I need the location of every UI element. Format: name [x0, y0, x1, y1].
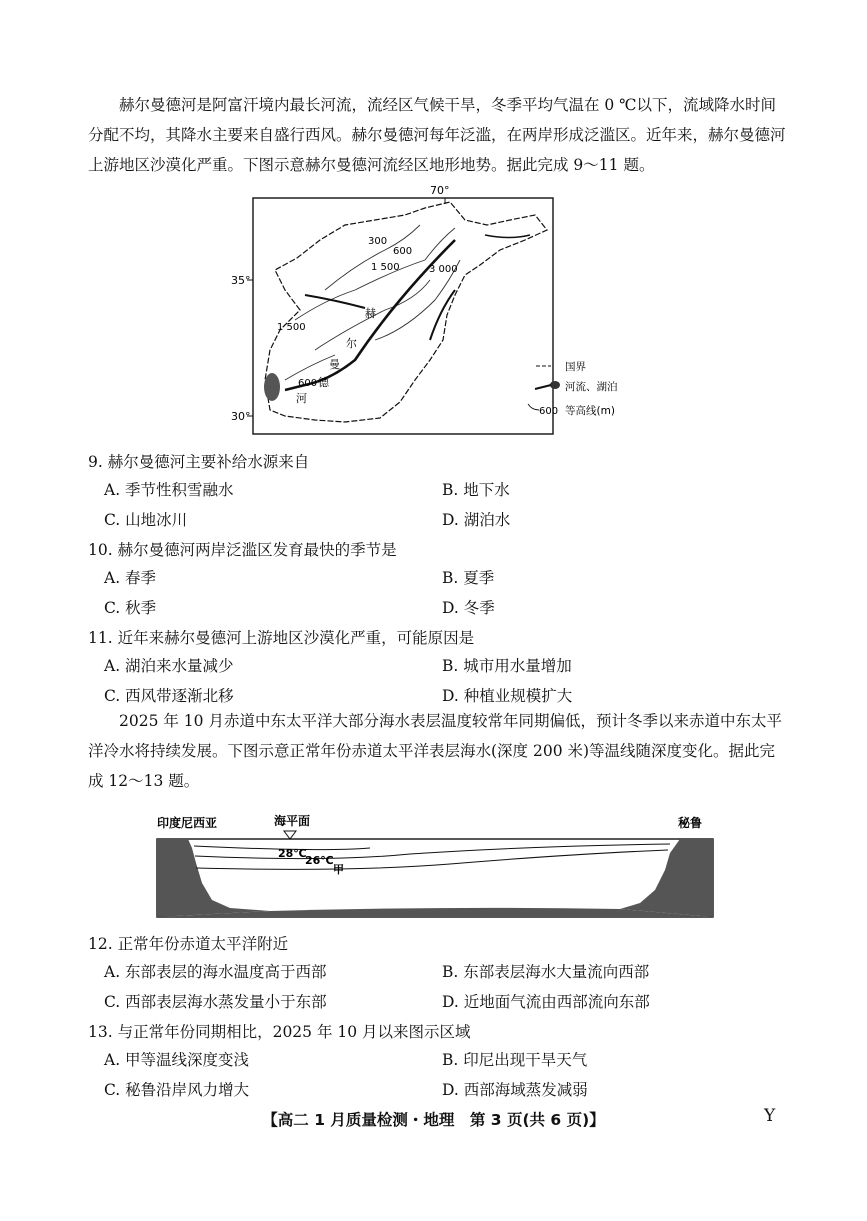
q11-option-d: D. 种植业规模扩大 [442, 687, 573, 705]
question-10: 10. 赫尔曼德河两岸泛滥区发育最快的季节是 [88, 541, 397, 559]
legend-contour: 等高线(m) [565, 405, 615, 417]
passage-1: 赫尔曼德河是阿富汗境内最长河流，流经区气候干旱，冬季平均气温在 0 ℃以下，流域降水时间分配不均，其降水主要来自盛行西风。赫尔曼德河每年泛滥，在两岸形成泛滥区。近年来，赫尔曼德河上游地区沙漠化严重。下图示意赫尔曼德河流经区地形地势。据此完成 9～11 题。 [88, 96, 786, 174]
page-footer: 【高二 1 月质量检测・地理 第 3 页(共 6 页)】 [262, 1111, 605, 1129]
tributary [485, 235, 530, 238]
river-name-char: 德 [318, 376, 329, 389]
label-sea-level: 海平面 [274, 814, 311, 828]
lake [264, 373, 280, 401]
legend-border: 国界 [565, 361, 586, 373]
landmass-east [620, 839, 713, 917]
helmand-map-figure [225, 180, 645, 440]
river-name-char: 河 [296, 392, 307, 405]
legend-contour-value: 600 [539, 406, 559, 417]
question-11: 11. 近年来赫尔曼德河上游地区沙漠化严重，可能原因是 [88, 629, 475, 647]
tributary [430, 290, 455, 340]
river-name-char: 曼 [329, 358, 340, 371]
q11-option-a: A. 湖泊来水量减少 [104, 657, 234, 675]
contour-label: 1 500 [277, 322, 306, 333]
q13-option-d: D. 西部海域蒸发减弱 [442, 1081, 588, 1099]
q10-option-b: B. 夏季 [442, 569, 495, 587]
q13-option-c: C. 秘鲁沿岸风力增大 [104, 1081, 250, 1099]
contour-label: 600 [393, 246, 413, 257]
legend-river-lake: 河流、湖泊 [565, 381, 618, 393]
footer-code: Y [764, 1106, 776, 1126]
label-28c: 28℃ [278, 847, 307, 860]
map-lat-top-label: 35° [231, 274, 251, 287]
q13-option-a: A. 甲等温线深度变浅 [104, 1051, 250, 1069]
q10-option-d: D. 冬季 [442, 599, 495, 617]
q12-option-b: B. 东部表层海水大量流向西部 [442, 963, 650, 981]
question-13: 13. 与正常年份同期相比，2025 年 10 月以来图示区域 [88, 1023, 471, 1041]
label-indonesia: 印度尼西亚 [157, 816, 218, 830]
q9-option-a: A. 季节性积雪融水 [104, 481, 234, 499]
q9-option-b: B. 地下水 [442, 481, 510, 499]
q12-option-d: D. 近地面气流由西部流向东部 [442, 993, 650, 1011]
q10-option-a: A. 春季 [104, 569, 157, 587]
label-26c: 26℃ [305, 854, 334, 867]
contour-label: 1 500 [371, 262, 400, 273]
pacific-section-figure [150, 808, 720, 923]
question-9: 9. 赫尔曼德河主要补给水源来自 [88, 453, 310, 471]
sea-level-marker [284, 831, 296, 839]
q13-option-b: B. 印尼出现干旱天气 [442, 1051, 588, 1069]
label-peru: 秘鲁 [678, 816, 703, 830]
q12-option-a: A. 东部表层的海水温度高于西部 [104, 963, 327, 981]
tributary [305, 295, 365, 308]
question-12: 12. 正常年份赤道太平洋附近 [88, 935, 289, 953]
q9-option-c: C. 山地冰川 [104, 511, 188, 529]
river-name-char: 尔 [346, 337, 357, 350]
q11-option-b: B. 城市用水量增加 [442, 657, 572, 675]
contour-label: 300 [368, 236, 388, 247]
contour-label: 3 000 [429, 264, 458, 275]
passage-2: 2025 年 10 月赤道中东太平洋大部分海水表层温度较常年同期偏低，预计冬季以来赤道中东太平洋冷水将持续发展。下图示意正常年份赤道太平洋表层海水(深度 200 米)等温线随深度变化。据此完成 12～13 题。 [88, 712, 782, 790]
contour-line [325, 225, 420, 290]
q9-option-d: D. 湖泊水 [442, 511, 511, 529]
map-lon-label: 70° [430, 184, 450, 197]
label-jia: 甲 [333, 863, 344, 876]
isotherm-26 [195, 844, 670, 859]
q12-option-c: C. 西部表层海水蒸发量小于东部 [104, 993, 327, 1011]
q11-option-c: C. 西风带逐渐北移 [104, 687, 234, 705]
q10-option-c: C. 秋季 [104, 599, 157, 617]
landmass-west [157, 839, 270, 917]
contour-label: 600 [298, 378, 318, 389]
river-name-char: 赫 [365, 307, 376, 320]
map-lat-bottom-label: 30° [231, 410, 251, 423]
